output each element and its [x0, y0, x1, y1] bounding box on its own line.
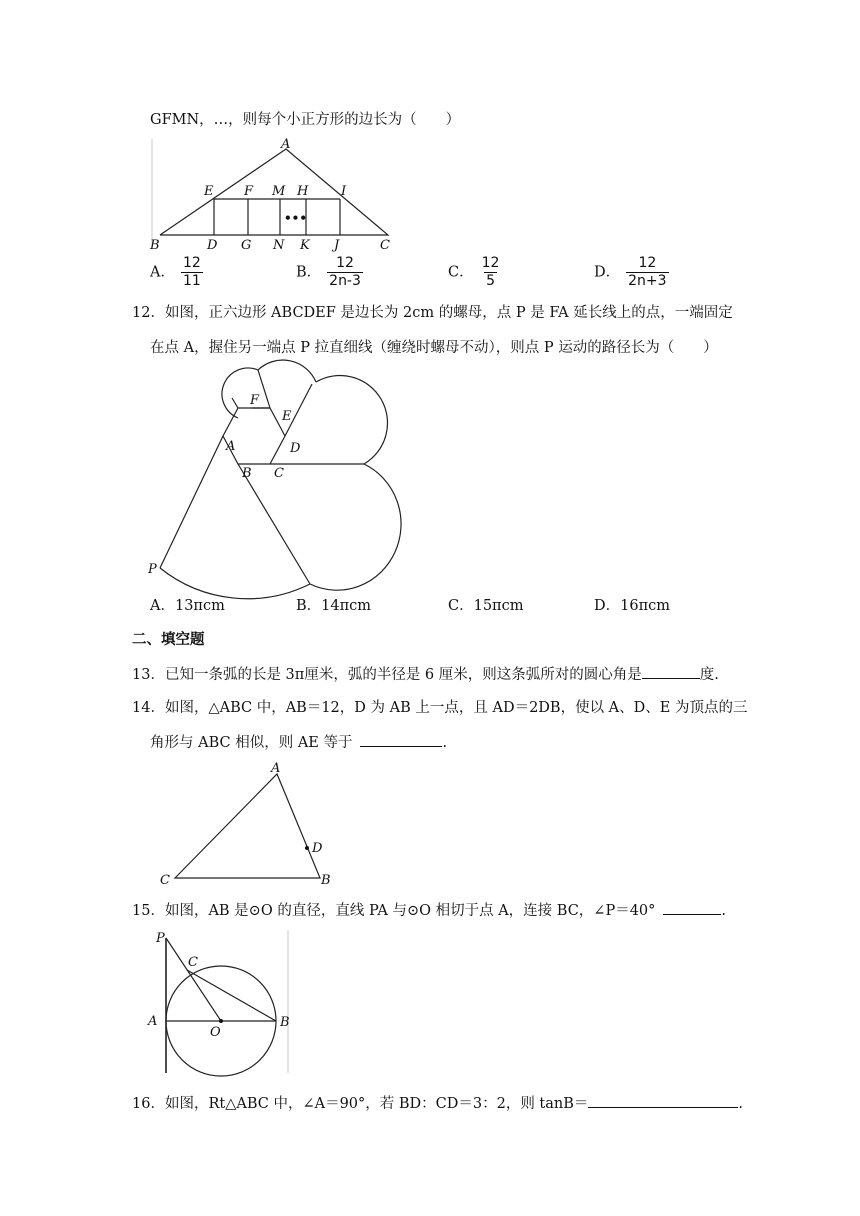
label-g: G — [241, 238, 252, 253]
q14-line2: 角形与 ABC 相似，则 AE 等于 . — [150, 732, 447, 753]
label-b: B — [280, 1015, 290, 1030]
q13-text: 13．已知一条弧的长是 3π厘米，弧的半径是 6 厘米，则这条弧所对的圆心角是 度. — [132, 664, 719, 685]
label-a: A — [226, 439, 236, 454]
label-c: C — [188, 955, 198, 970]
q14-figure — [155, 758, 340, 888]
q11-text: GFMN，…，则每个小正方形的边长为（ ） — [150, 112, 461, 128]
label-d: D — [312, 841, 323, 856]
label-n: N — [273, 238, 285, 253]
q12-option-b: B．14πcm — [296, 598, 372, 614]
q12-line2: 在点 A，握住另一端点 P 拉直细线（缠绕时螺母不动），则点 P 运动的路径长为（ ） — [150, 340, 718, 356]
q12-option-d: D．16πcm — [594, 598, 670, 614]
label-f: F — [244, 184, 254, 199]
q11-option-b: B． $\frac{12}{2n-3}$ — [296, 255, 361, 289]
q12-option-a: A．13πcm — [150, 598, 225, 614]
q15-text: 15．如图，AB 是⊙O 的直径，直线 PA 与⊙O 相切于点 A，连接 BC，∠P＝40° . — [132, 900, 726, 921]
label-b: B — [321, 873, 331, 888]
label-j: J — [334, 238, 340, 253]
q11-figure — [140, 135, 410, 255]
label-c: C — [160, 873, 170, 888]
q13-blank — [642, 664, 700, 679]
label-a: A — [271, 761, 281, 776]
label-d: D — [290, 441, 301, 456]
section-title: 二、填空题 — [132, 632, 205, 648]
q11-option-c: C． $\frac{12}{5}$ — [448, 255, 500, 289]
label-b: B — [242, 466, 252, 481]
q16-blank — [588, 1093, 738, 1108]
q11-option-d: D． $\frac{12}{2n+3}$ — [594, 255, 667, 289]
label-e: E — [282, 409, 292, 424]
label-k: K — [300, 238, 310, 253]
label-o: O — [210, 1025, 221, 1040]
q14-blank — [360, 732, 442, 747]
q15-blank — [663, 900, 721, 915]
label-h: H — [297, 184, 309, 199]
label-p: P — [148, 562, 157, 577]
q11-option-a: A． $\frac{12}{11}$ — [150, 255, 201, 289]
label-c: C — [274, 466, 284, 481]
q16-text: 16．如图，Rt△ABC 中，∠A＝90°，若 BD：CD＝3：2，则 tanB＝ . — [132, 1093, 743, 1114]
label-c: C — [380, 238, 390, 253]
label-m: M — [272, 184, 286, 199]
label-a: A — [148, 1014, 158, 1029]
label-p: P — [156, 931, 165, 946]
label-f: F — [250, 393, 260, 408]
label-b: B — [150, 238, 160, 253]
ellipsis-mark: ••• — [284, 211, 308, 225]
label-i: I — [341, 184, 347, 199]
q14-line1: 14．如图，△ABC 中，AB＝12，D 为 AB 上一点，且 AD＝2DB，使以 A、D、E 为顶点的三 — [132, 700, 748, 716]
label-e: E — [204, 184, 214, 199]
label-a: A — [281, 137, 291, 152]
q12-figure — [140, 360, 380, 585]
label-d: D — [207, 238, 218, 253]
q12-option-c: C．15πcm — [448, 598, 524, 614]
q12-line1: 12．如图，正六边形 ABCDEF 是边长为 2cm 的螺母，点 P 是 FA 延长线上的点，一端固定 — [132, 305, 733, 321]
q15-figure — [140, 928, 300, 1076]
